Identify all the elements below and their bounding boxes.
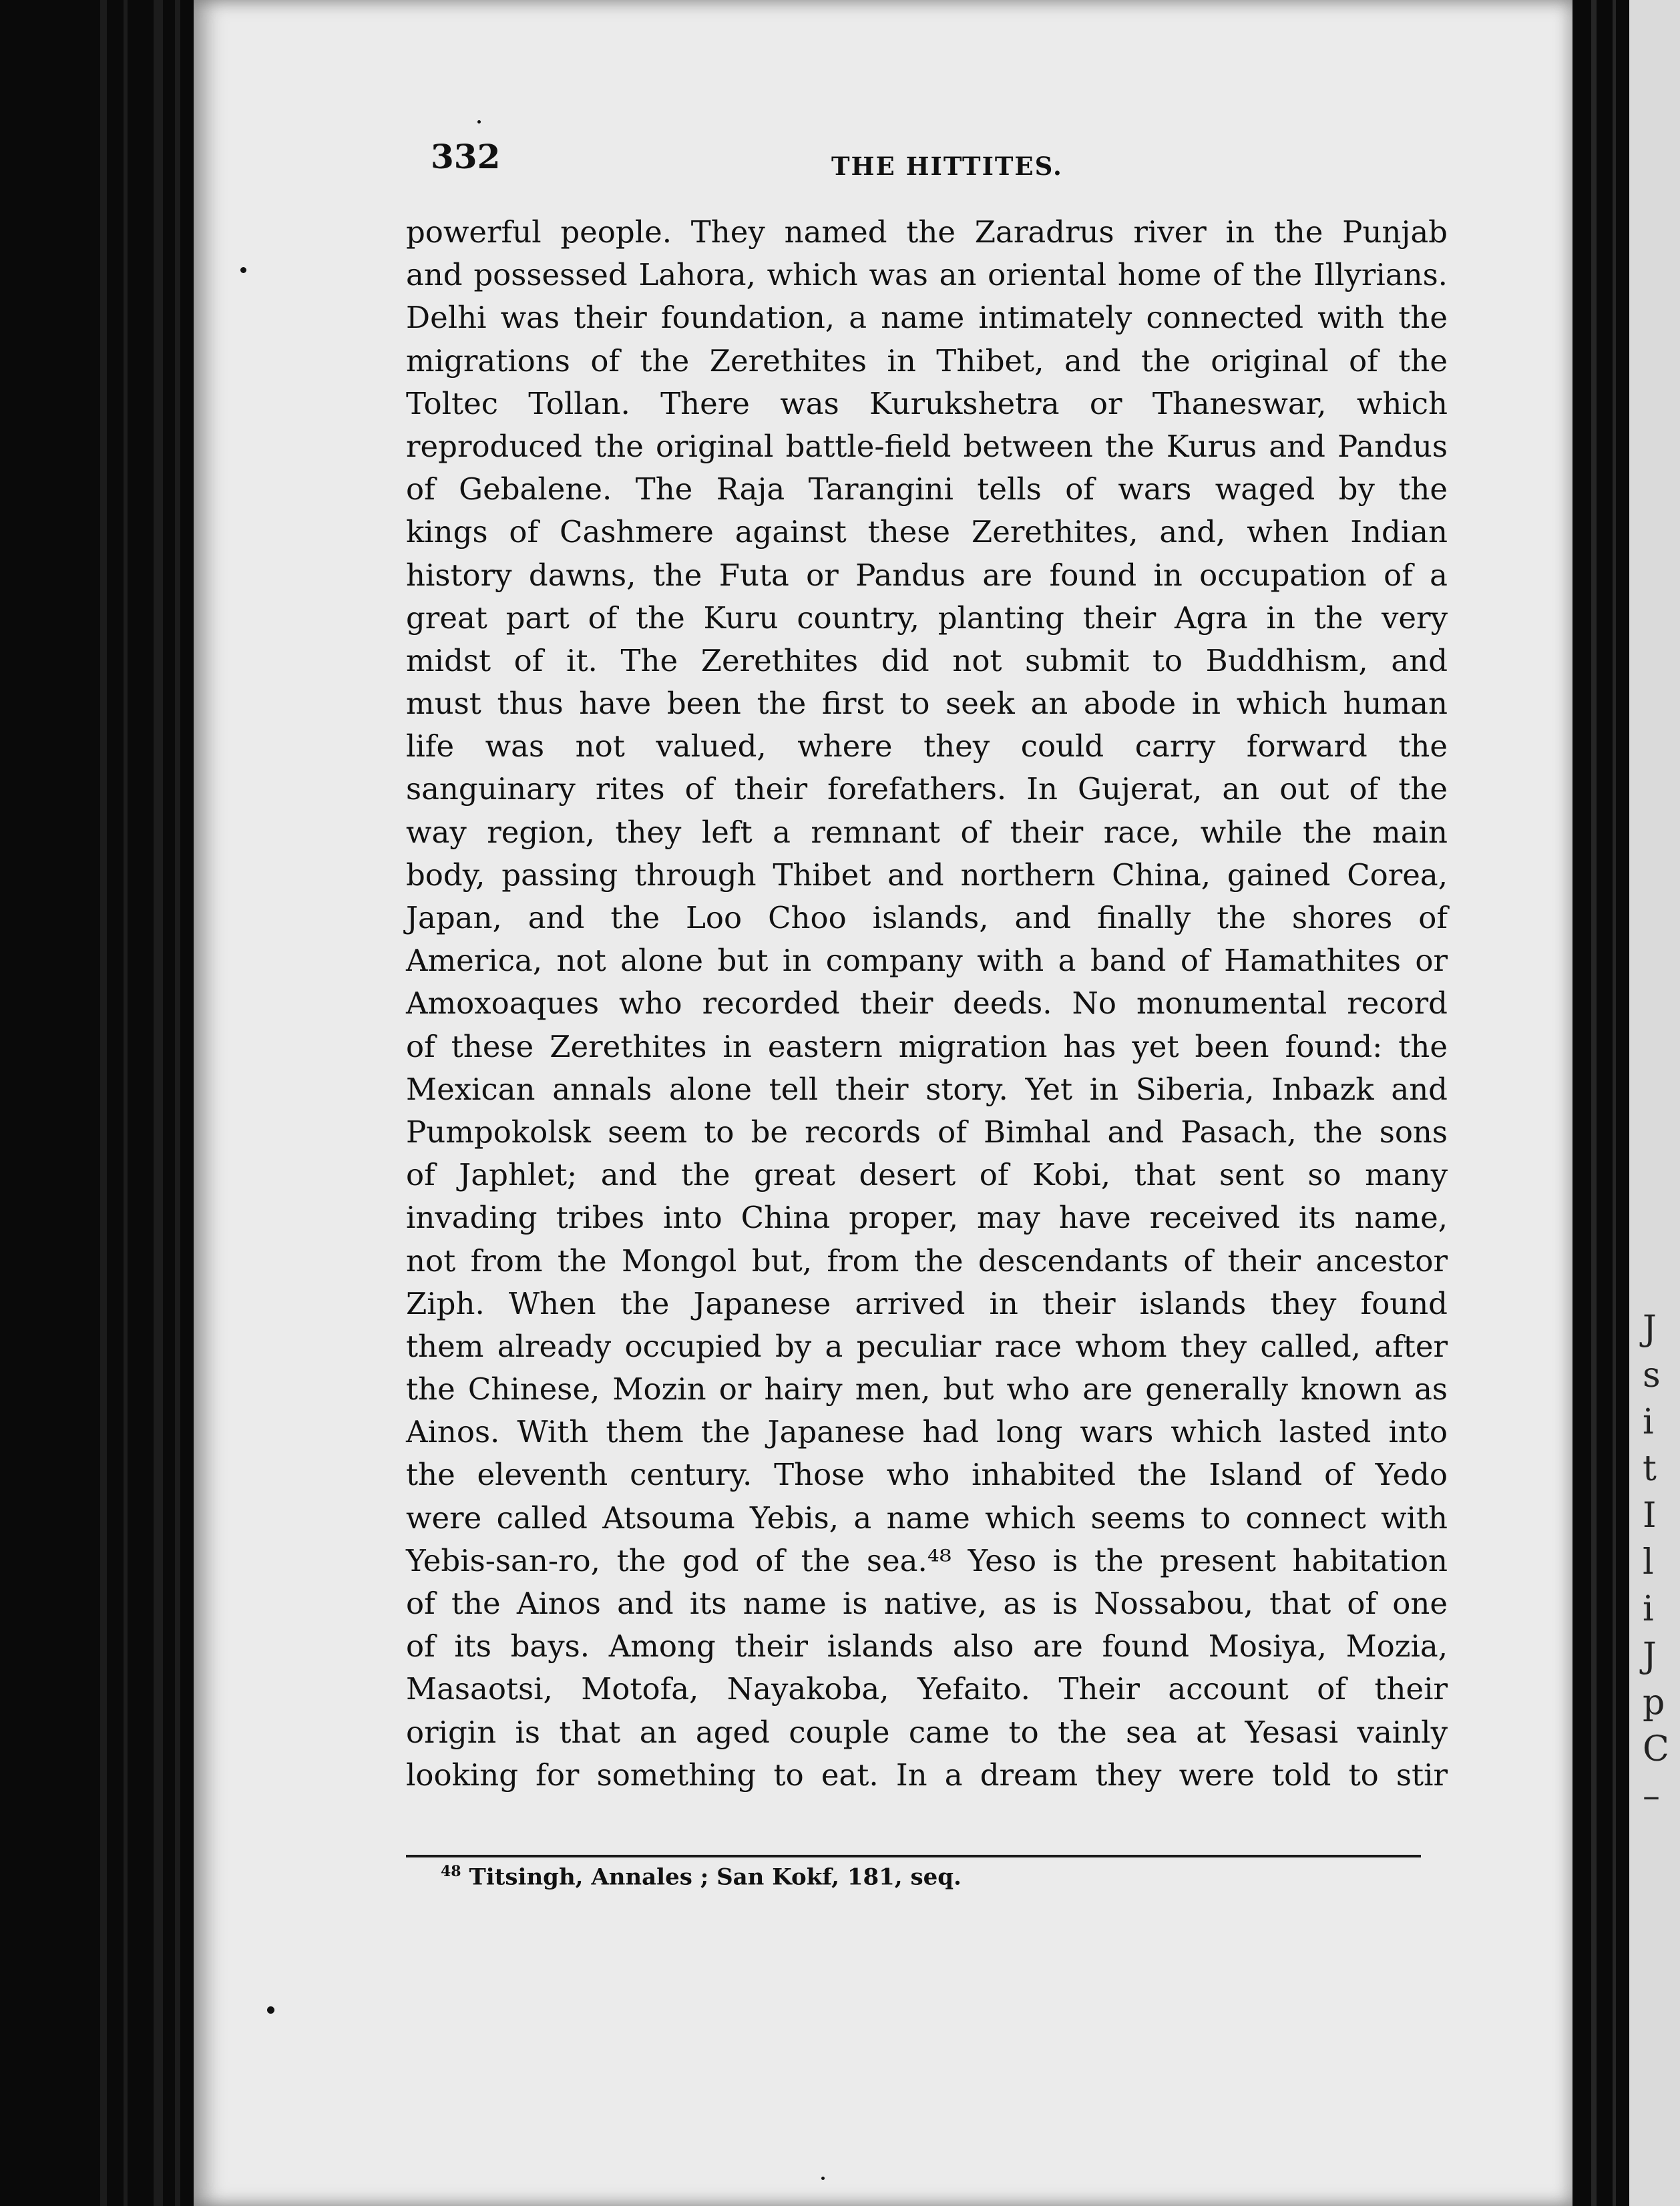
- text-line: history dawns, the Futa or Pandus are found in occupation of a: [406, 557, 1448, 593]
- footnote: [441, 1863, 962, 1890]
- next-page-fragment: i: [1643, 1402, 1654, 1442]
- next-page-fragment: J: [1643, 1636, 1657, 1676]
- book-binding-left: [0, 0, 194, 2206]
- text-line: Ziph. When the Japanese arrived in their islands they found: [406, 1285, 1448, 1321]
- footnote-text: Titsingh, Annales ; San Kokf, 181, seq.: [469, 1863, 962, 1891]
- text-line: migrations of the Zerethites in Thibet, and the original of the: [406, 343, 1448, 379]
- next-page-fragment: p: [1643, 1683, 1665, 1723]
- text-line: great part of the Kuru country, planting their Agra in the very: [406, 600, 1448, 636]
- text-line: and possessed Lahora, which was an oriental home of the Illyrians.: [406, 257, 1448, 293]
- text-line: the eleventh century. Those who inhabited the Island of Yedo: [406, 1457, 1448, 1493]
- footnote-divider: [406, 1855, 1421, 1857]
- next-page-fragment: l: [1643, 1542, 1654, 1582]
- text-line: Mexican annals alone tell their story. Yet in Siberia, Inbazk and: [406, 1071, 1448, 1107]
- text-line: powerful people. They named the Zaradrus river in the Punjab: [406, 214, 1448, 250]
- text-line: of Gebalene. The Raja Tarangini tells of wars waged by the: [406, 471, 1448, 507]
- scan-speck: [477, 120, 481, 124]
- footnote-marker: 48: [441, 1863, 461, 1880]
- next-page-sliver: [1629, 0, 1680, 2206]
- text-line: Delhi was their foundation, a name intimately connected with the: [406, 300, 1448, 336]
- text-line: of these Zerethites in eastern migration has yet been found: the: [406, 1028, 1448, 1064]
- next-page-fragment: s: [1643, 1355, 1661, 1395]
- next-page-fragment: C: [1643, 1729, 1669, 1769]
- text-line: midst of it. The Zerethites did not submit to Buddhism, and: [406, 642, 1448, 678]
- scan-speck: [267, 2006, 274, 2014]
- text-line: way region, they left a remnant of their race, while the main: [406, 814, 1448, 850]
- text-line: must thus have been the first to seek an abode in which human: [406, 686, 1448, 722]
- text-line: body, passing through Thibet and northern China, gained Corea,: [406, 857, 1448, 893]
- text-line: kings of Cashmere against these Zerethites, and, when Indian: [406, 514, 1448, 550]
- text-line: the Chinese, Mozin or hairy men, but who are generally known as: [406, 1371, 1448, 1407]
- text-line: America, not alone but in company with a band of Hamathites or: [406, 943, 1448, 979]
- running-head: [431, 137, 1432, 190]
- page-number: 332: [431, 137, 501, 176]
- text-line: of the Ainos and its name is native, as is Nossabou, that of one: [406, 1586, 1448, 1621]
- text-line: looking for something to eat. In a dream they were told to stir: [406, 1757, 1448, 1793]
- text-line: life was not valued, where they could carry forward the: [406, 728, 1448, 764]
- scan-speck: [821, 2177, 825, 2180]
- next-page-fragment: I: [1643, 1496, 1657, 1536]
- next-page-fragment: J: [1643, 1309, 1657, 1349]
- text-line: them already occupied by a peculiar race whom they called, after: [406, 1328, 1448, 1364]
- next-page-fragment: –: [1643, 1776, 1660, 1816]
- text-line: invading tribes into China proper, may have received its name,: [406, 1200, 1448, 1236]
- text-line: origin is that an aged couple came to the sea at Yesasi vainly: [406, 1714, 1448, 1750]
- text-line: of Japhlet; and the great desert of Kobi, that sent so many: [406, 1157, 1448, 1193]
- text-line: Pumpokolsk seem to be records of Bimhal and Pasach, the sons: [406, 1114, 1448, 1150]
- text-line: Masaotsi, Motofa, Nayakoba, Yefaito. Their account of their: [406, 1671, 1448, 1707]
- body-text: [406, 211, 1448, 1797]
- text-line: sanguinary rites of their forefathers. In Gujerat, an out of the: [406, 771, 1448, 807]
- next-page-fragment: t: [1643, 1449, 1657, 1489]
- text-line: were called Atsouma Yebis, a name which seems to connect with: [406, 1500, 1448, 1536]
- text-line: reproduced the original battle-field between the Kurus and Pandus: [406, 428, 1448, 464]
- text-line: Japan, and the Loo Choo islands, and finally the shores of: [406, 900, 1448, 935]
- text-line: Amoxoaques who recorded their deeds. No monumental record: [406, 985, 1448, 1022]
- scan-speck: [240, 267, 246, 273]
- next-page-fragment: i: [1643, 1589, 1654, 1629]
- text-line: of its bays. Among their islands also are found Mosiya, Mozia,: [406, 1628, 1448, 1665]
- text-line: Yebis-san-ro, the god of the sea.⁴⁸ Yeso is the present habitation: [406, 1542, 1448, 1578]
- text-line: Ainos. With them the Japanese had long wars which lasted into: [406, 1414, 1448, 1450]
- text-line: Toltec Tollan. There was Kurukshetra or Thaneswar, which: [406, 385, 1448, 421]
- running-title: THE HITTITES.: [831, 152, 1063, 181]
- text-line: not from the Mongol but, from the descendants of their ancestor: [406, 1243, 1448, 1279]
